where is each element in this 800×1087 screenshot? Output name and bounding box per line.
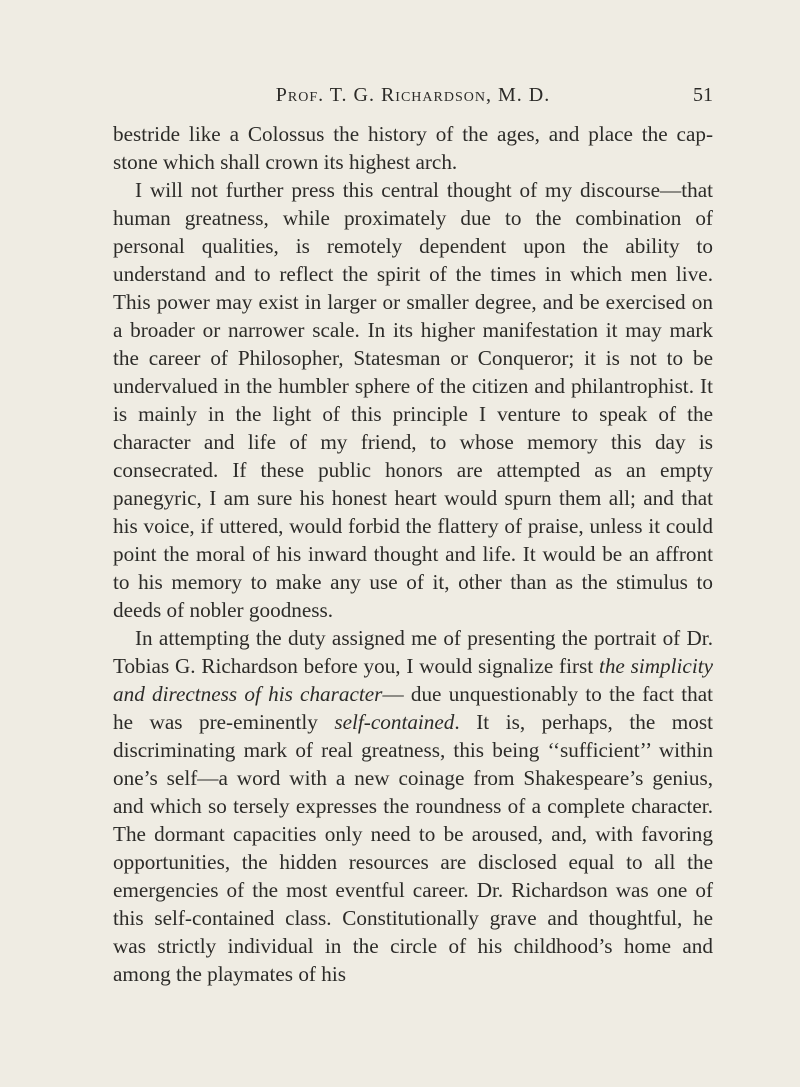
paragraph-text: — due unquestionably to the fact that he was pre-eminently	[113, 682, 713, 734]
paragraph-text: . It is, perhaps, the most discriminating mark of real greatness, this being ‘‘sufficient’’ within one’s self—a word with a new coinage from Shakespeare’s genius, and which so tersely expresses the roundness of a complete character. The dormant capacities only need to be aroused, and, with favoring opportunities, the hidden resources are disclosed equal to all the emergencies of the most eventful career. Dr. Richardson was one of this self-contained class. Constitutionally grave and thoughtful, he was strictly individual in the circle of his childhood’s home and among the playmates of his	[113, 710, 713, 986]
italic-phrase: the simplicity and directness of his character	[113, 654, 713, 706]
body-text	[113, 120, 713, 988]
page-header	[113, 84, 713, 114]
italic-phrase: self-contained	[334, 710, 455, 734]
paragraph-text: In attempting the duty assigned me of presenting the portrait of Dr. Tobias G. Richardson before you, I would signalize first	[113, 626, 713, 678]
paragraph: I will not further press this central thought of my discourse—that human greatness, while proximately due to the combination of personal qualities, is remotely dependent upon the ability to understand and to reflect the spirit of the times in which men live. This power may exist in larger or smaller degree, and be exercised on a broader or narrower scale. In its higher manifestation it may mark the career of Philosopher, Statesman or Conqueror; it is not to be undervalued in the humbler sphere of the citizen and philantrophist. It is mainly in the light of this principle I venture to speak of the character and life of my friend, to whose memory this day is consecrated. If these public honors are attempted as an empty panegyric, I am sure his honest heart would spurn them all; and that his voice, if uttered, would forbid the flattery of praise, unless it could point the moral of his inward thought and life. It would be an affront to his memory to make any use of it, other than as the stimulus to deeds of nobler goodness.	[113, 178, 713, 622]
page-number: 51	[693, 84, 713, 106]
running-head: Prof. T. G. Richardson, M. D.	[275, 84, 551, 106]
paragraph	[113, 624, 713, 988]
paragraph-continuation: bestride like a Colossus the history of the ages, and place the cap-stone which shall crown its highest arch.	[113, 122, 713, 174]
